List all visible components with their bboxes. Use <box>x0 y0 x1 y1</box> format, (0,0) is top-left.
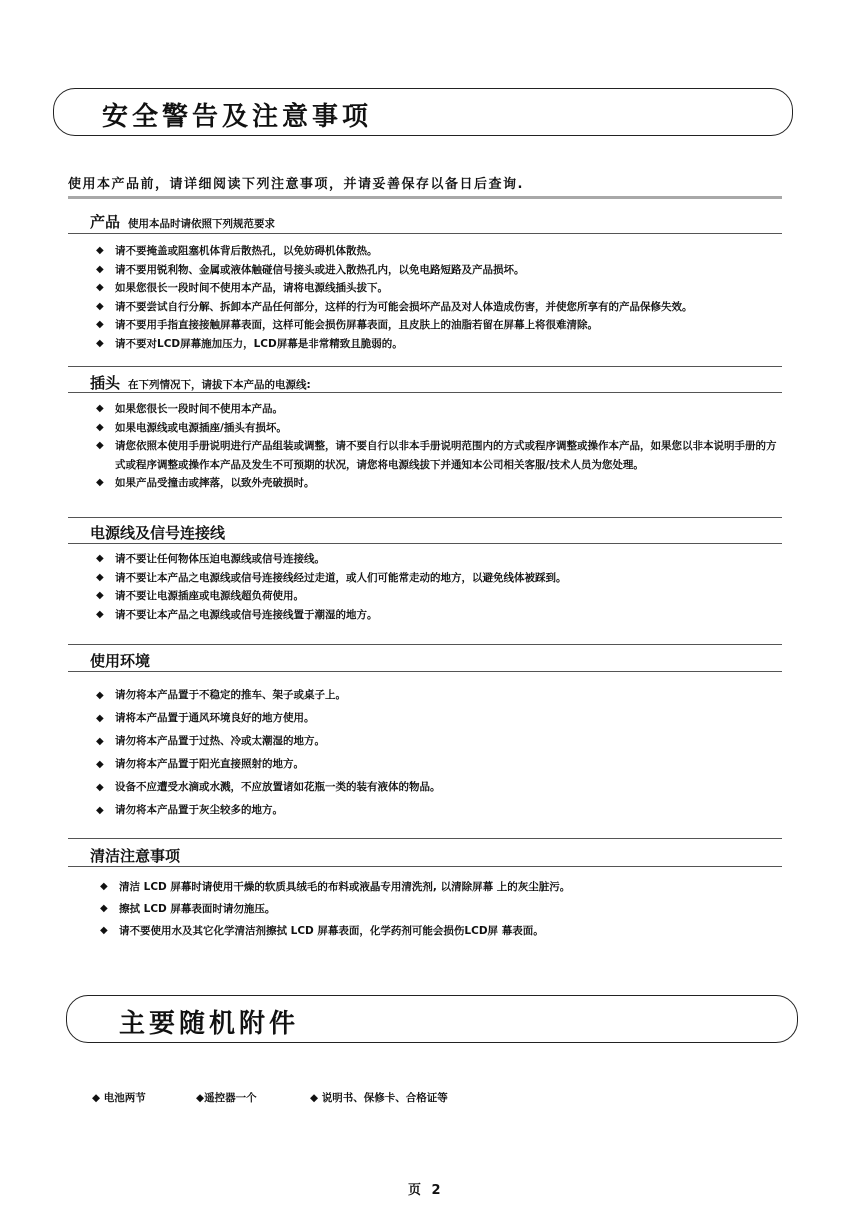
list-item: ◆ 请将本产品置于通风环境良好的地方使用。 <box>96 707 786 730</box>
section-divider <box>68 671 782 672</box>
list-item: ◆ 如果您很长一段时间不使用本产品。 <box>96 400 786 419</box>
diamond-bullet-icon: ◆ <box>310 1092 319 1104</box>
list-item: ◆ 请勿将本产品置于过热、冷或太潮湿的地方。 <box>96 730 786 753</box>
accessory-item: ◆ 说明书、保修卡、合格证等 <box>310 1092 448 1104</box>
diamond-bullet-icon: ◆ <box>96 782 104 793</box>
diamond-bullet-icon: ◆ <box>100 903 108 914</box>
section-environment-header <box>90 650 150 671</box>
intro-text: 使用本产品前，请详细阅读下列注意事项，并请妥善保存以备日后查询. <box>68 177 524 192</box>
section-product-header <box>90 211 275 232</box>
diamond-bullet-icon: ◆ <box>96 690 104 701</box>
diamond-bullet-icon: ◆ <box>96 713 104 724</box>
list-item: ◆ 请不要对LCD屏幕施加压力，LCD屏幕是非常精致且脆弱的。 <box>96 335 786 354</box>
list-item: ◆ 请不要尝试自行分解、拆卸本产品任何部分，这样的行为可能会损坏产品及对人体造成伤害，并使您所享有的产品保修失效。 <box>96 298 786 317</box>
accessory-item: ◆遥控器一个 <box>196 1092 257 1104</box>
section-divider <box>68 543 782 544</box>
section-divider <box>68 866 782 867</box>
section-divider <box>68 644 782 645</box>
diamond-bullet-icon: ◆ <box>96 337 104 349</box>
section-divider <box>68 366 782 367</box>
list-item: ◆ 请不要用手指直接接触屏幕表面，这样可能会损伤屏幕表面，且皮肤上的油脂若留在屏幕上将很难清除。 <box>96 316 786 335</box>
list-item: ◆ 请勿将本产品置于不稳定的推车、架子或桌子上。 <box>96 684 786 707</box>
section-title: 插头 <box>90 374 121 392</box>
section-cable-list <box>96 550 786 624</box>
diamond-bullet-icon: ◆ <box>96 440 104 451</box>
list-item: ◆ 请不要让电源插座或电源线超负荷使用。 <box>96 587 786 606</box>
accessories-banner <box>66 995 798 1043</box>
section-plug-list <box>96 400 786 493</box>
list-item: ◆ 请勿将本产品置于灰尘较多的地方。 <box>96 799 786 822</box>
diamond-bullet-icon: ◆ <box>96 590 104 601</box>
list-item: ◆ 请勿将本产品置于阳光直接照射的地方。 <box>96 753 786 776</box>
diamond-bullet-icon: ◆ <box>100 925 108 936</box>
section-cleaning-list <box>100 876 786 942</box>
accessory-item: ◆ 电池两节 <box>92 1092 146 1104</box>
list-item: ◆ 请不要用锐利物、金属或液体触碰信号接头或进入散热孔内，以免电路短路及产品损坏。 <box>96 261 786 280</box>
list-item: ◆ 请不要让本产品之电源线或信号连接线经过走道，或人们可能常走动的地方，以避免线体被踩到。 <box>96 569 786 588</box>
list-item: ◆ 请不要让本产品之电源线或信号连接线置于潮湿的地方。 <box>96 606 786 625</box>
intro-divider <box>68 196 782 199</box>
list-item: ◆ 请不要让任何物体压迫电源线或信号连接线。 <box>96 550 786 569</box>
diamond-bullet-icon: ◆ <box>96 403 104 414</box>
diamond-bullet-icon: ◆ <box>96 736 104 747</box>
diamond-bullet-icon: ◆ <box>96 319 104 330</box>
list-item: ◆ 请您依照本使用手册说明进行产品组装或调整，请不要自行以非本手册说明范围内的方式或程序调整或操作本产品，如果您以非本说明手册的方式或程序调整或操作本产品及发生不可预期的状况，请您将电源线拔下并通知本公司相关客服/技术人员为您处理。 <box>96 437 786 474</box>
section-cleaning-header <box>90 845 180 866</box>
section-title: 清洁注意事项 <box>90 847 181 865</box>
diamond-bullet-icon: ◆ <box>96 553 104 564</box>
diamond-bullet-icon: ◆ <box>96 263 104 275</box>
list-item: ◆ 清洁 LCD 屏幕时请使用干燥的软质具绒毛的布料或液晶专用清洗剂, 以清除屏幕 上的灰尘脏污。 <box>100 876 786 898</box>
diamond-bullet-icon: ◆ <box>96 245 104 256</box>
list-item: ◆ 如果产品受撞击或摔落，以致外壳破损时。 <box>96 474 786 493</box>
section-environment-list <box>96 684 786 822</box>
list-item: ◆ 请不要掩盖或阻塞机体背后散热孔，以免妨碍机体散热。 <box>96 242 786 261</box>
section-divider <box>68 392 782 393</box>
list-item: ◆ 请不要使用水及其它化学清洁剂擦拭 LCD 屏幕表面，化学药剂可能会损伤LCD屏 幕表面。 <box>100 920 786 942</box>
diamond-bullet-icon: ◆ <box>96 608 104 620</box>
section-divider <box>68 517 782 518</box>
section-divider <box>68 233 782 234</box>
list-item: ◆ 擦拭 LCD 屏幕表面时请勿施压。 <box>100 898 786 920</box>
list-item: ◆ 如果您很长一段时间不使用本产品，请将电源线插头拔下。 <box>96 279 786 298</box>
list-item: ◆ 设备不应遭受水滴或水溅，不应放置诸如花瓶一类的装有液体的物品。 <box>96 776 786 799</box>
safety-title: 安全警告及注意事项 <box>102 102 373 132</box>
accessories-title: 主要随机附件 <box>119 1009 300 1039</box>
section-divider <box>68 838 782 839</box>
page-number: 页 2 <box>408 1183 444 1198</box>
diamond-bullet-icon: ◆ <box>96 759 104 770</box>
diamond-bullet-icon: ◆ <box>96 421 104 433</box>
safety-banner <box>53 88 793 136</box>
section-subtitle: 使用本品时请依照下列规范要求 <box>128 218 276 230</box>
diamond-bullet-icon: ◆ <box>100 881 108 892</box>
list-item: ◆ 如果电源线或电源插座/插头有损坏。 <box>96 419 786 438</box>
diamond-bullet-icon: ◆ <box>96 477 104 488</box>
diamond-bullet-icon: ◆ <box>96 282 104 293</box>
diamond-bullet-icon: ◆ <box>96 805 104 816</box>
section-title: 电源线及信号连接线 <box>90 524 226 542</box>
section-subtitle: 在下列情况下，请拔下本产品的电源线: <box>128 379 311 391</box>
section-product-list <box>96 242 786 353</box>
diamond-bullet-icon: ◆ <box>96 571 104 583</box>
diamond-bullet-icon: ◆ <box>92 1092 101 1104</box>
section-title: 产品 <box>90 213 121 231</box>
section-plug-header <box>90 372 311 393</box>
diamond-bullet-icon: ◆ <box>96 300 104 312</box>
diamond-bullet-icon: ◆ <box>196 1092 205 1104</box>
section-title: 使用环境 <box>90 652 151 670</box>
section-cable-header <box>90 522 225 543</box>
